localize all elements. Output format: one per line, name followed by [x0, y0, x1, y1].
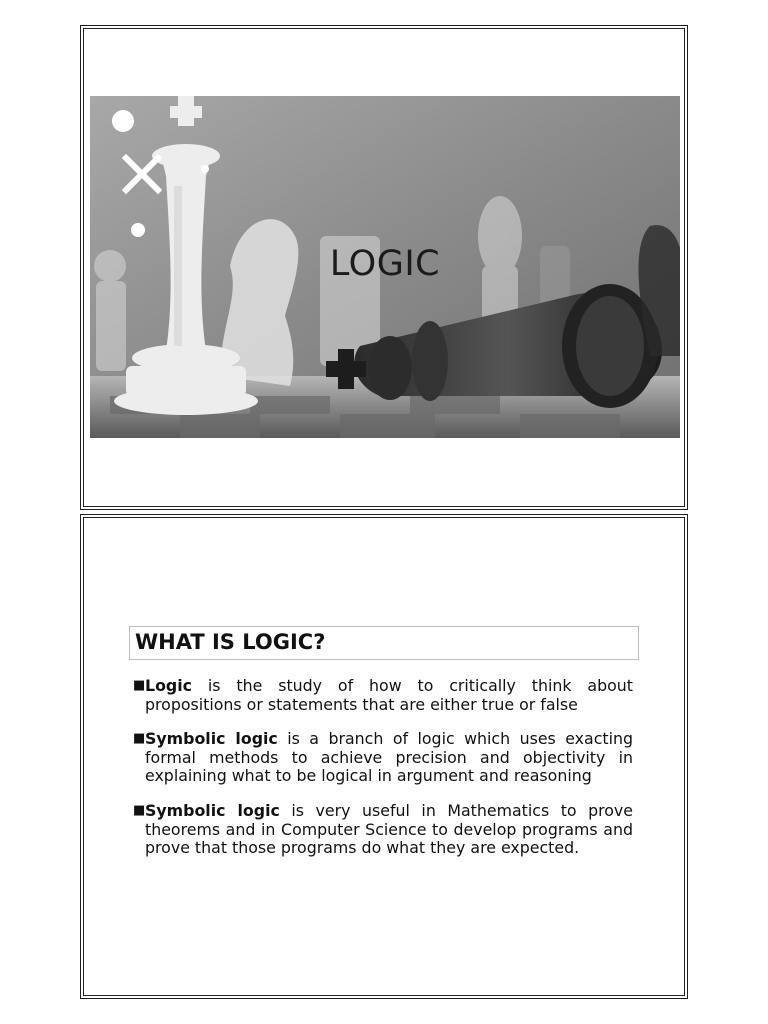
- bullet-text: is the study of how to critically think about propositions or statements that are either true or false: [145, 676, 633, 714]
- bullet-list: [133, 677, 633, 874]
- slide-heading: WHAT IS LOGIC?: [135, 630, 326, 654]
- bullet-marker-icon: ■: [133, 802, 146, 818]
- chess-hero-image: [90, 96, 680, 438]
- slide-title: LOGIC: [329, 244, 441, 284]
- bullet-term: Symbolic logic: [145, 729, 278, 749]
- bullet-text: is a branch of logic which uses exacting formal methods to achieve precision and objectivity in explaining what to be logical in argument and reasoning: [145, 729, 634, 786]
- x-mark-icon: [120, 152, 164, 196]
- bullet-marker-icon: ■: [133, 678, 146, 693]
- list-item: [133, 802, 633, 858]
- dot-icon: [130, 222, 146, 238]
- slide-heading-box: [129, 626, 639, 660]
- small-dot-icon: [200, 164, 210, 174]
- title-slide: [80, 25, 688, 510]
- circle-icon: [110, 108, 136, 134]
- bullet-term: Logic: [145, 676, 193, 695]
- bullet-term: Symbolic logic: [145, 800, 280, 820]
- list-item: [133, 677, 633, 714]
- bullet-marker-icon: ■: [133, 731, 146, 747]
- content-slide: [80, 514, 688, 999]
- bullet-text: is very useful in Mathematics to prove theorems and in Computer Science to develop programs and prove that those programs do what they are expected.: [145, 800, 633, 858]
- list-item: [133, 730, 633, 786]
